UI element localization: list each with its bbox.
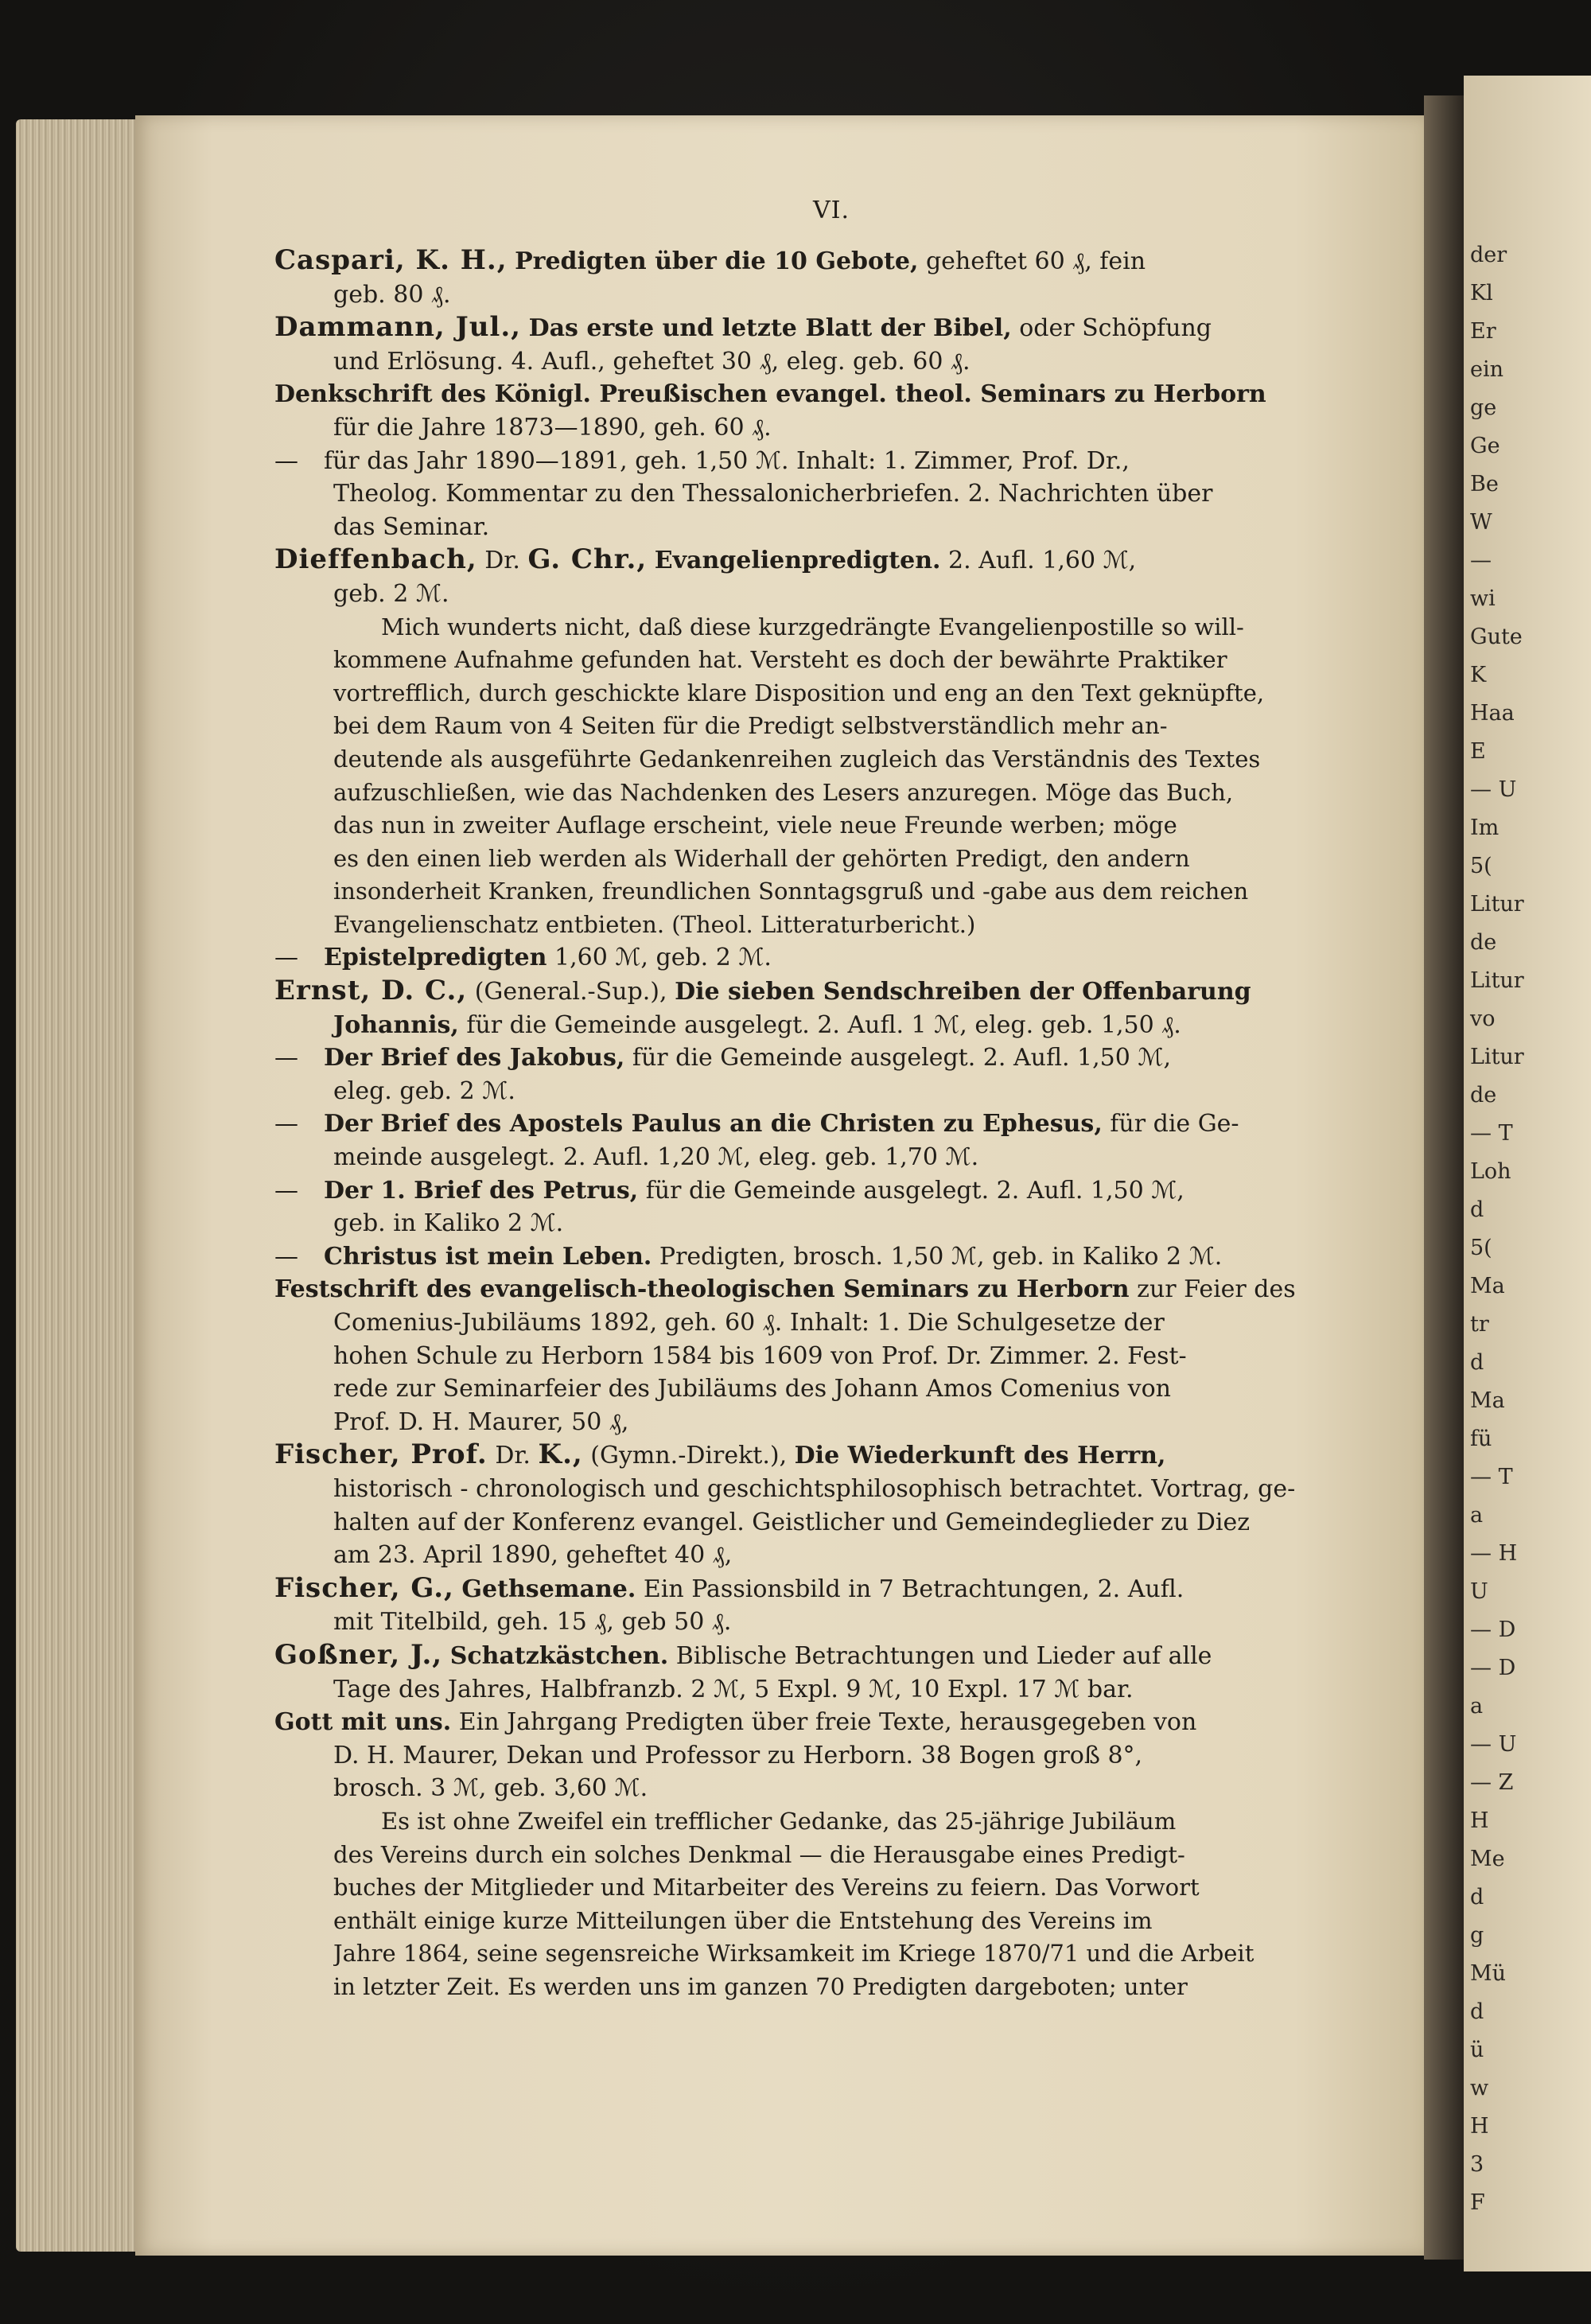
book-page-edges [16,119,143,2252]
adjacent-page-text: d [1470,1999,1484,2024]
ditto-dash: — [274,1110,298,1139]
entry-text: und Erlösung. 4. Aufl., geheftet 30 ₰, eleg. geb. 60 ₰. [333,347,971,376]
entry-text: geb. 2 ℳ. [333,579,449,608]
catalog-entry [274,1572,1388,1639]
entry-title: Das erste und letzte Blatt der Bibel, [528,314,1012,343]
entry-text: D. H. Maurer, Dekan und Professor zu Herborn. 38 Bogen groß 8°, [333,1741,1143,1769]
quote-line: Es ist ohne Zweifel ein trefflicher Gedanke, das 25-jährige Jubiläum [381,1807,1177,1835]
entry-author: Dieffenbach, [274,543,477,576]
entry-line [274,1539,1388,1572]
entry-line [274,1673,1388,1707]
entry-text: oder Schöpfung [1019,314,1212,343]
entry-line [274,1108,1388,1141]
entry-line [274,1009,1388,1042]
entry-author: K., [538,1438,583,1471]
adjacent-page-text: a [1470,1503,1484,1528]
entry-line [274,1639,1388,1673]
entry-text: geb. in Kaliko 2 ℳ. [333,1209,564,1238]
adjacent-page-text: — [1470,548,1492,573]
adjacent-page-text: vo [1470,1006,1496,1031]
entry-line [274,311,1388,345]
adjacent-page-text: F [1470,2190,1485,2215]
quote-line: Evangelienschatz entbieten. (Theol. Litteraturbericht.) [333,910,976,938]
adjacent-page-text: Er [1470,319,1496,344]
review-quote [274,1805,1388,2004]
catalog-entry [274,975,1388,1273]
entry-text: geheftet 60 ₰, fein [925,247,1146,275]
entry-line [274,1506,1388,1540]
adjacent-page-text: a [1470,1694,1484,1719]
catalog-entry [274,311,1388,378]
entry-text: rede zur Seminarfeier des Jubiläums des Johann Amos Comenius von [333,1375,1171,1403]
adjacent-page-text: d [1470,1885,1484,1909]
quote-line: kommene Aufnahme gefunden hat. Versteht es doch der bewährte Praktiker [333,646,1227,674]
entry-author: Ernst, D. C., [274,975,468,1007]
adjacent-page-text: 5( [1470,1236,1492,1260]
review-quote [274,611,1388,942]
page-text [274,187,1388,2003]
catalog-entry [274,941,1388,975]
ditto-dash: — [274,1176,298,1205]
adjacent-page-text: — D [1470,1656,1516,1680]
entry-text: mit Titelbild, geh. 15 ₰, geb 50 ₰. [333,1608,732,1637]
entry-text: für die Ge- [1110,1110,1239,1139]
entry-text: Biblische Betrachtungen und Lieder auf alle [675,1641,1212,1670]
entry-line [274,1340,1388,1373]
book-gutter [1424,95,1464,2260]
adjacent-page-text: Ma [1470,1388,1505,1413]
entry-text: Comenius-Jubiläums 1892, geh. 60 ₰. Inhalt: 1. Die Schulgesetze der [333,1309,1165,1337]
adjacent-page-text: de [1470,1083,1497,1108]
entry-line [274,445,1388,478]
adjacent-page-text: — T [1470,1121,1513,1146]
adjacent-page-text: d [1470,1350,1484,1375]
adjacent-page-text: Im [1470,816,1500,840]
entry-text: am 23. April 1890, geheftet 40 ₰, [333,1541,733,1570]
entry-text: 1,60 ℳ, geb. 2 ℳ. [554,944,772,972]
entry-text: (General.-Sup.), [474,978,667,1006]
adjacent-page-text: Mü [1470,1961,1507,1986]
adjacent-page-text: der [1470,243,1507,267]
adjacent-page-text: Litur [1470,968,1524,993]
entry-line [274,543,1388,578]
entry-author: Caspari, K. H., [274,244,508,276]
entry-title: Schatzkästchen. [449,1641,669,1670]
page-number: VI. [812,197,850,224]
entry-text: Tage des Jahres, Halbfranzb. 2 ℳ, 5 Expl. 9 ℳ, 10 Expl. 17 ℳ bar. [333,1675,1134,1703]
entry-line [274,941,1388,975]
entry-line [274,1041,1388,1075]
adjacent-page-fragment [1464,76,1591,2271]
entry-line [274,378,1388,411]
entry-text: zur Feier des [1137,1275,1296,1304]
quote-line: das nun in zweiter Auflage erscheint, viele neue Freunde werben; möge [333,812,1177,839]
catalog-entry [274,1273,1388,1438]
entry-title: Die Wiederkunft des Herrn, [794,1442,1166,1470]
entry-title: Evangelienpredigten. [654,547,941,575]
entry-text: eleg. geb. 2 ℳ. [333,1076,515,1105]
ditto-dash: — [274,1242,298,1271]
entry-text: Predigten, brosch. 1,50 ℳ, geb. in Kaliko 2 ℳ. [659,1242,1223,1271]
ditto-dash: — [274,446,298,475]
catalog-entry [274,1706,1388,2003]
entry-line [274,975,1388,1009]
adjacent-page-text: Be [1470,472,1499,496]
quote-line: in letzter Zeit. Es werden uns im ganzen 70 Predigten dargeboten; unter [333,1972,1188,2000]
entry-title: Der Brief des Apostels Paulus an die Christen zu Ephesus, [324,1110,1103,1139]
entry-text: Dr. [484,547,520,575]
quote-line: Mich wunderts nicht, daß diese kurzgedrängte Evangelienpostille so will- [381,613,1244,640]
entry-title: Festschrift des evangelisch-theologischen Seminars zu Herborn [274,1275,1130,1304]
entry-line [274,1372,1388,1406]
entry-line [274,511,1388,544]
entry-text: (Gymn.-Direkt.), [590,1442,788,1470]
entry-author: Goßner, J., [274,1638,443,1671]
entry-title: Denkschrift des Königl. Preußischen evangel. theol. Seminars zu Herborn [274,380,1266,409]
catalog-entries [274,244,1388,2003]
entry-text: brosch. 3 ℳ, geb. 3,60 ℳ. [333,1774,648,1803]
catalog-entry [274,1438,1388,1571]
entry-line [274,1406,1388,1439]
entry-line [274,244,1388,278]
entry-line [274,1473,1388,1506]
entry-line [274,1438,1388,1473]
entry-text: hohen Schule zu Herborn 1584 bis 1609 von Prof. Dr. Zimmer. 2. Fest- [333,1341,1187,1370]
entry-line [274,1706,1388,1739]
adjacent-page-text: tr [1470,1312,1489,1337]
adjacent-page-text: ü [1470,2038,1484,2062]
adjacent-page-text: Ma [1470,1274,1505,1298]
adjacent-page-text: H [1470,1808,1489,1833]
adjacent-page-text: ein [1470,357,1504,382]
entry-text: Dr. [495,1442,531,1470]
entry-line [274,1207,1388,1240]
adjacent-page-text: Litur [1470,892,1524,917]
adjacent-page-text: Litur [1470,1045,1524,1069]
adjacent-page-text: 5( [1470,854,1492,878]
entry-line [274,1772,1388,1805]
quote-line: es den einen lieb werden als Widerhall der gehörten Predigt, den andern [333,844,1190,872]
adjacent-page-text: wi [1470,586,1496,611]
adjacent-page-text: Loh [1470,1159,1511,1184]
entry-line [274,278,1388,312]
adjacent-page-text: de [1470,930,1497,955]
entry-line [274,345,1388,379]
entry-line [274,411,1388,445]
quote-line: aufzuschließen, wie das Nachdenken des Lesers anzuregen. Möge das Buch, [333,778,1234,806]
adjacent-page-text: Ge [1470,434,1500,458]
quote-line: vortrefflich, durch geschickte klare Disposition und eng an den Text geknüpfte, [333,679,1265,707]
entry-title: Die sieben Sendschreiben der Offenbarung [675,978,1251,1006]
catalog-entry [274,543,1388,941]
entry-text: Theolog. Kommentar zu den Thessalonicherbriefen. 2. Nachrichten über [333,480,1213,508]
entry-line [274,1739,1388,1773]
adjacent-page-text: 3 [1470,2152,1484,2177]
adjacent-page-text: — Z [1470,1770,1514,1795]
adjacent-page-text: E [1470,739,1486,764]
adjacent-page-text: W [1470,510,1492,535]
entry-line [274,1572,1388,1606]
ditto-dash: — [274,1044,298,1072]
catalog-entry [274,244,1388,311]
entry-text: Ein Passionsbild in 7 Betrachtungen, 2. Aufl. [643,1575,1184,1603]
entry-text: für das Jahr 1890—1891, geh. 1,50 ℳ. Inhalt: 1. Zimmer, Prof. Dr., [324,446,1130,475]
adjacent-page-text: Kl [1470,281,1493,306]
adjacent-page-text: — U [1470,777,1517,802]
entry-text: für die Gemeinde ausgelegt. 2. Aufl. 1,50 ℳ, [645,1176,1184,1205]
adjacent-page-text: ge [1470,395,1497,420]
entry-author: G. Chr., [527,543,648,576]
entry-author: Dammann, Jul., [274,311,522,344]
adjacent-page-text: g [1470,1923,1484,1948]
entry-author: Fischer, Prof. [274,1438,488,1471]
quote-line: enthält einige kurze Mitteilungen über die Entstehung des Vereins im [333,1906,1153,1934]
adjacent-page-text: — T [1470,1465,1513,1489]
entry-text: halten auf der Konferenz evangel. Geistlicher und Gemeindeglieder zu Diez [333,1508,1251,1536]
entry-title: Johannis, [333,1010,459,1039]
entry-line [274,1240,1388,1274]
adjacent-page-text: H [1470,2114,1489,2139]
quote-line: insonderheit Kranken, freundlichen Sonntagsgruß und -gabe aus dem reichen [333,878,1249,905]
catalog-entry [274,1639,1388,1706]
catalog-entry [274,378,1388,543]
entry-text: Prof. D. H. Maurer, 50 ₰, [333,1407,629,1436]
adjacent-page-text: d [1470,1197,1484,1222]
entry-author: Fischer, G., [274,1571,454,1604]
entry-title: Gethsemane. [461,1575,636,1603]
entry-title: Epistelpredigten [324,944,547,972]
quote-line: des Vereins durch ein solches Denkmal — die Herausgabe eines Predigt- [333,1840,1185,1868]
quote-line: buches der Mitglieder und Mitarbeiter des Vereins zu feiern. Das Vorwort [333,1874,1200,1902]
entry-text: für die Gemeinde ausgelegt. 2. Aufl. 1 ℳ, eleg. geb. 1,50 ₰. [466,1010,1181,1039]
entry-text: für die Gemeinde ausgelegt. 2. Aufl. 1,50 ℳ, [632,1044,1171,1072]
entry-text: meinde ausgelegt. 2. Aufl. 1,20 ℳ, eleg. geb. 1,70 ℳ. [333,1143,979,1172]
adjacent-page-text: U [1470,1579,1488,1604]
entry-line [274,1273,1388,1306]
adjacent-page-text: K [1470,663,1487,687]
entry-text: geb. 80 ₰. [333,280,451,309]
entry-text: das Seminar. [333,512,490,541]
entry-line [274,1141,1388,1174]
entry-line [274,578,1388,611]
entry-line [274,1606,1388,1639]
ditto-dash: — [274,944,298,972]
adjacent-page-text: — U [1470,1732,1517,1757]
entry-line [274,1174,1388,1208]
entry-title: Der Brief des Jakobus, [324,1044,625,1072]
adjacent-page-text: — H [1470,1541,1518,1566]
quote-line: deutende als ausgeführte Gedankenreihen zugleich das Verständnis des Textes [333,745,1261,773]
entry-title: Predigten über die 10 Gebote, [515,247,919,275]
entry-text: 2. Aufl. 1,60 ℳ, [948,547,1137,575]
adjacent-page-text: w [1470,2076,1489,2100]
quote-line: Jahre 1864, seine segensreiche Wirksamkeit im Kriege 1870/71 und die Arbeit [333,1940,1255,1968]
entry-title: Gott mit uns. [274,1708,452,1737]
entry-line [274,1306,1388,1340]
entry-text: historisch - chronologisch und geschichtsphilosophisch betrachtet. Vortrag, ge- [333,1474,1296,1503]
adjacent-page-text: Me [1470,1847,1505,1871]
entry-title: Der 1. Brief des Petrus, [324,1176,639,1205]
adjacent-page-text: Haa [1470,701,1515,726]
adjacent-page-text: Gute [1470,625,1523,649]
adjacent-page-text: — D [1470,1617,1516,1642]
adjacent-page-text: fü [1470,1427,1492,1451]
entry-line [274,477,1388,511]
entry-title: Christus ist mein Leben. [324,1242,652,1271]
quote-line: bei dem Raum von 4 Seiten für die Predigt selbstverständlich mehr an- [333,712,1168,740]
entry-text: für die Jahre 1873—1890, geh. 60 ₰. [333,413,772,442]
entry-line [274,1075,1388,1108]
entry-text: Ein Jahrgang Predigten über freie Texte, herausgegeben von [458,1708,1197,1737]
